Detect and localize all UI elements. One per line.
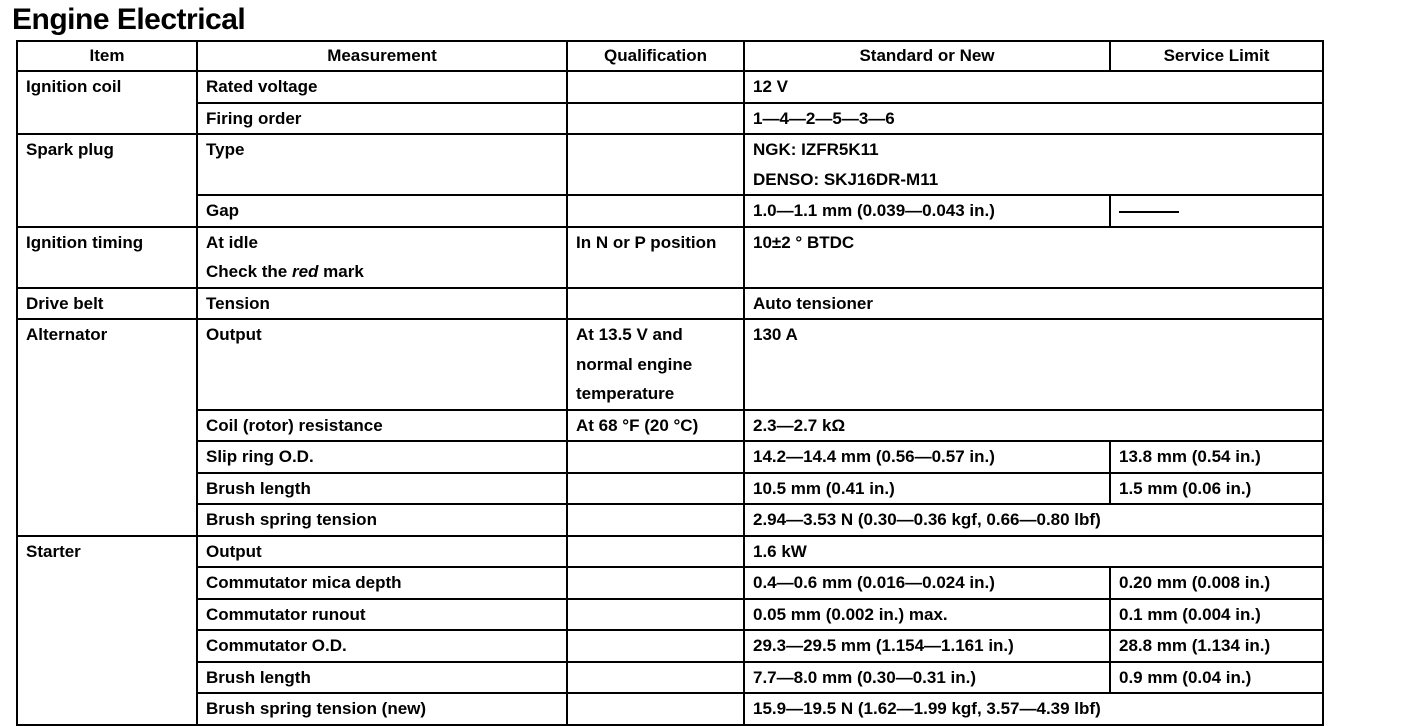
measurement-text: Brush length	[206, 478, 311, 498]
standard-text: 1.0—1.1 mm (0.039—0.043 in.)	[753, 201, 995, 220]
table-row	[17, 473, 1323, 505]
measurement-note-em: red	[291, 262, 319, 281]
standard-text: 130 A	[753, 325, 798, 344]
standard-text: 7.7—8.0 mm (0.30—0.31 in.)	[753, 667, 976, 687]
item-cell	[17, 693, 197, 725]
measurement-note-post: mark	[318, 262, 364, 281]
measurement-cell	[197, 410, 567, 442]
header-qualification: Qualification	[567, 41, 744, 71]
table-row	[17, 103, 1323, 135]
measurement-note-pre: Check the	[206, 262, 292, 281]
standard-text: 0.4—0.6 mm (0.016—0.024 in.)	[753, 573, 995, 592]
measurement-text: Commutator O.D.	[206, 636, 347, 655]
table-row	[17, 227, 1323, 288]
qualification-cell	[567, 693, 744, 725]
item-cell	[17, 410, 197, 442]
table-row	[17, 288, 1323, 320]
standard-cell	[744, 504, 1323, 536]
qualification-cell	[567, 473, 744, 505]
qualification-cell	[567, 599, 744, 631]
measurement-text: Brush spring tension	[206, 510, 377, 529]
no-limit-dash	[1119, 211, 1179, 213]
standard-cell	[744, 662, 1110, 694]
table-row	[17, 693, 1323, 725]
qualification-cell	[567, 410, 744, 442]
standard-cell	[744, 319, 1323, 410]
table-row	[17, 319, 1323, 410]
item-cell: Ignition timing	[17, 227, 197, 288]
item-cell: Starter	[17, 536, 197, 568]
table-header-row	[17, 41, 1323, 71]
measurement-cell	[197, 103, 567, 135]
qualification-cell	[567, 134, 744, 195]
table-row	[17, 567, 1323, 599]
qualification-text-2: normal engine	[576, 354, 693, 374]
standard-cell	[744, 599, 1110, 631]
item-cell	[17, 195, 197, 227]
service-limit-cell: 13.8 mm (0.54 in.)	[1110, 441, 1323, 473]
standard-text: Auto tensioner	[753, 293, 873, 313]
standard-cell	[744, 227, 1323, 288]
table-row	[17, 71, 1323, 103]
standard-cell	[744, 567, 1110, 599]
qualification-cell	[567, 227, 744, 288]
measurement-cell	[197, 134, 567, 195]
table-row	[17, 599, 1323, 631]
measurement-cell	[197, 227, 567, 288]
measurement-cell	[197, 693, 567, 725]
service-limit-cell: 0.20 mm (0.008 in.)	[1110, 567, 1323, 599]
qualification-cell	[567, 567, 744, 599]
table-row	[17, 504, 1323, 536]
qualification-cell	[567, 441, 744, 473]
qualification-text: At 13.5 V and	[576, 325, 683, 344]
item-cell: Ignition coil	[17, 71, 197, 103]
standard-text: 15.9—19.5 N (1.62—1.99 kgf, 3.57—4.39 lbf)	[753, 699, 1101, 718]
measurement-text: Gap	[206, 201, 240, 220]
qualification-cell	[567, 536, 744, 568]
table-row	[17, 630, 1323, 662]
standard-text: 12 V	[753, 77, 788, 96]
measurement-cell	[197, 567, 567, 599]
header-service-limit: Service Limit	[1110, 41, 1323, 71]
standard-cell	[744, 71, 1323, 103]
measurement-text: Brush length	[206, 667, 311, 687]
qualification-text: At 68 °F (20 °C)	[576, 415, 699, 435]
qualification-text: In N or P position	[576, 232, 717, 252]
measurement-cell	[197, 630, 567, 662]
spec-table	[16, 40, 1324, 726]
item-cell: Spark plug	[17, 134, 197, 195]
standard-cell	[744, 536, 1323, 568]
measurement-text: Tension	[206, 293, 270, 313]
measurement-text: Type	[206, 140, 245, 159]
standard-text: NGK: IZFR5K11	[753, 140, 879, 159]
measurement-cell	[197, 71, 567, 103]
table-row	[17, 662, 1323, 694]
item-cell	[17, 441, 197, 473]
item-cell: Drive belt	[17, 288, 197, 320]
standard-cell	[744, 103, 1323, 135]
item-cell	[17, 599, 197, 631]
standard-cell	[744, 288, 1323, 320]
measurement-note	[206, 257, 558, 287]
header-measurement: Measurement	[197, 41, 567, 71]
standard-cell	[744, 134, 1323, 195]
header-standard: Standard or New	[744, 41, 1110, 71]
standard-text: 0.05 mm (0.002 in.) max.	[753, 604, 948, 624]
qualification-cell	[567, 288, 744, 320]
measurement-cell	[197, 441, 567, 473]
standard-text: 2.94—3.53 N (0.30—0.36 kgf, 0.66—0.80 lbf)	[753, 510, 1101, 529]
standard-cell	[744, 473, 1110, 505]
measurement-text: Brush spring tension (new)	[206, 699, 427, 718]
measurement-text: Commutator runout	[206, 604, 366, 624]
item-cell	[17, 630, 197, 662]
item-cell	[17, 504, 197, 536]
qualification-cell	[567, 504, 744, 536]
measurement-text: At idle	[206, 232, 258, 252]
qualification-cell	[567, 195, 744, 227]
qualification-text-3: temperature	[576, 384, 675, 403]
standard-cell	[744, 410, 1323, 442]
table-row	[17, 536, 1323, 568]
measurement-cell	[197, 288, 567, 320]
item-cell	[17, 567, 197, 599]
service-limit-cell	[1110, 195, 1323, 227]
measurement-text: Output	[206, 541, 262, 561]
qualification-cell	[567, 319, 744, 410]
item-cell: Alternator	[17, 319, 197, 410]
standard-text: 1—4—2—5—3—6	[753, 108, 895, 128]
measurement-text: Commutator mica depth	[206, 573, 402, 592]
measurement-cell	[197, 473, 567, 505]
standard-cell	[744, 441, 1110, 473]
measurement-cell	[197, 319, 567, 410]
measurement-text: Slip ring O.D.	[206, 447, 314, 466]
standard-text: 14.2—14.4 mm (0.56—0.57 in.)	[753, 447, 995, 466]
measurement-cell	[197, 536, 567, 568]
item-cell	[17, 473, 197, 505]
standard-text: 1.6 kW	[753, 541, 807, 561]
standard-cell	[744, 630, 1110, 662]
qualification-cell	[567, 630, 744, 662]
standard-text: 2.3—2.7 kΩ	[753, 415, 846, 435]
service-limit-cell: 1.5 mm (0.06 in.)	[1110, 473, 1323, 505]
standard-text: 29.3—29.5 mm (1.154—1.161 in.)	[753, 636, 1014, 655]
qualification-cell	[567, 71, 744, 103]
measurement-text: Rated voltage	[206, 77, 318, 96]
header-item: Item	[17, 41, 197, 71]
measurement-text: Coil (rotor) resistance	[206, 415, 383, 435]
service-limit-cell: 0.9 mm (0.04 in.)	[1110, 662, 1323, 694]
page-title: Engine Electrical	[12, 3, 246, 36]
standard-text: 10±2 ° BTDC	[753, 232, 855, 252]
measurement-cell	[197, 662, 567, 694]
measurement-cell	[197, 599, 567, 631]
measurement-cell	[197, 504, 567, 536]
standard-text: 10.5 mm (0.41 in.)	[753, 478, 895, 498]
standard-cell	[744, 693, 1323, 725]
standard-text-2: DENSO: SKJ16DR-M11	[753, 169, 939, 189]
measurement-text: Output	[206, 325, 262, 344]
item-cell	[17, 662, 197, 694]
table-row	[17, 134, 1323, 195]
table-row	[17, 195, 1323, 227]
qualification-cell	[567, 662, 744, 694]
measurement-cell	[197, 195, 567, 227]
table-row	[17, 441, 1323, 473]
service-limit-cell: 0.1 mm (0.004 in.)	[1110, 599, 1323, 631]
service-limit-cell: 28.8 mm (1.134 in.)	[1110, 630, 1323, 662]
standard-cell	[744, 195, 1110, 227]
measurement-text: Firing order	[206, 108, 302, 128]
item-cell	[17, 103, 197, 135]
qualification-cell	[567, 103, 744, 135]
table-row	[17, 410, 1323, 442]
